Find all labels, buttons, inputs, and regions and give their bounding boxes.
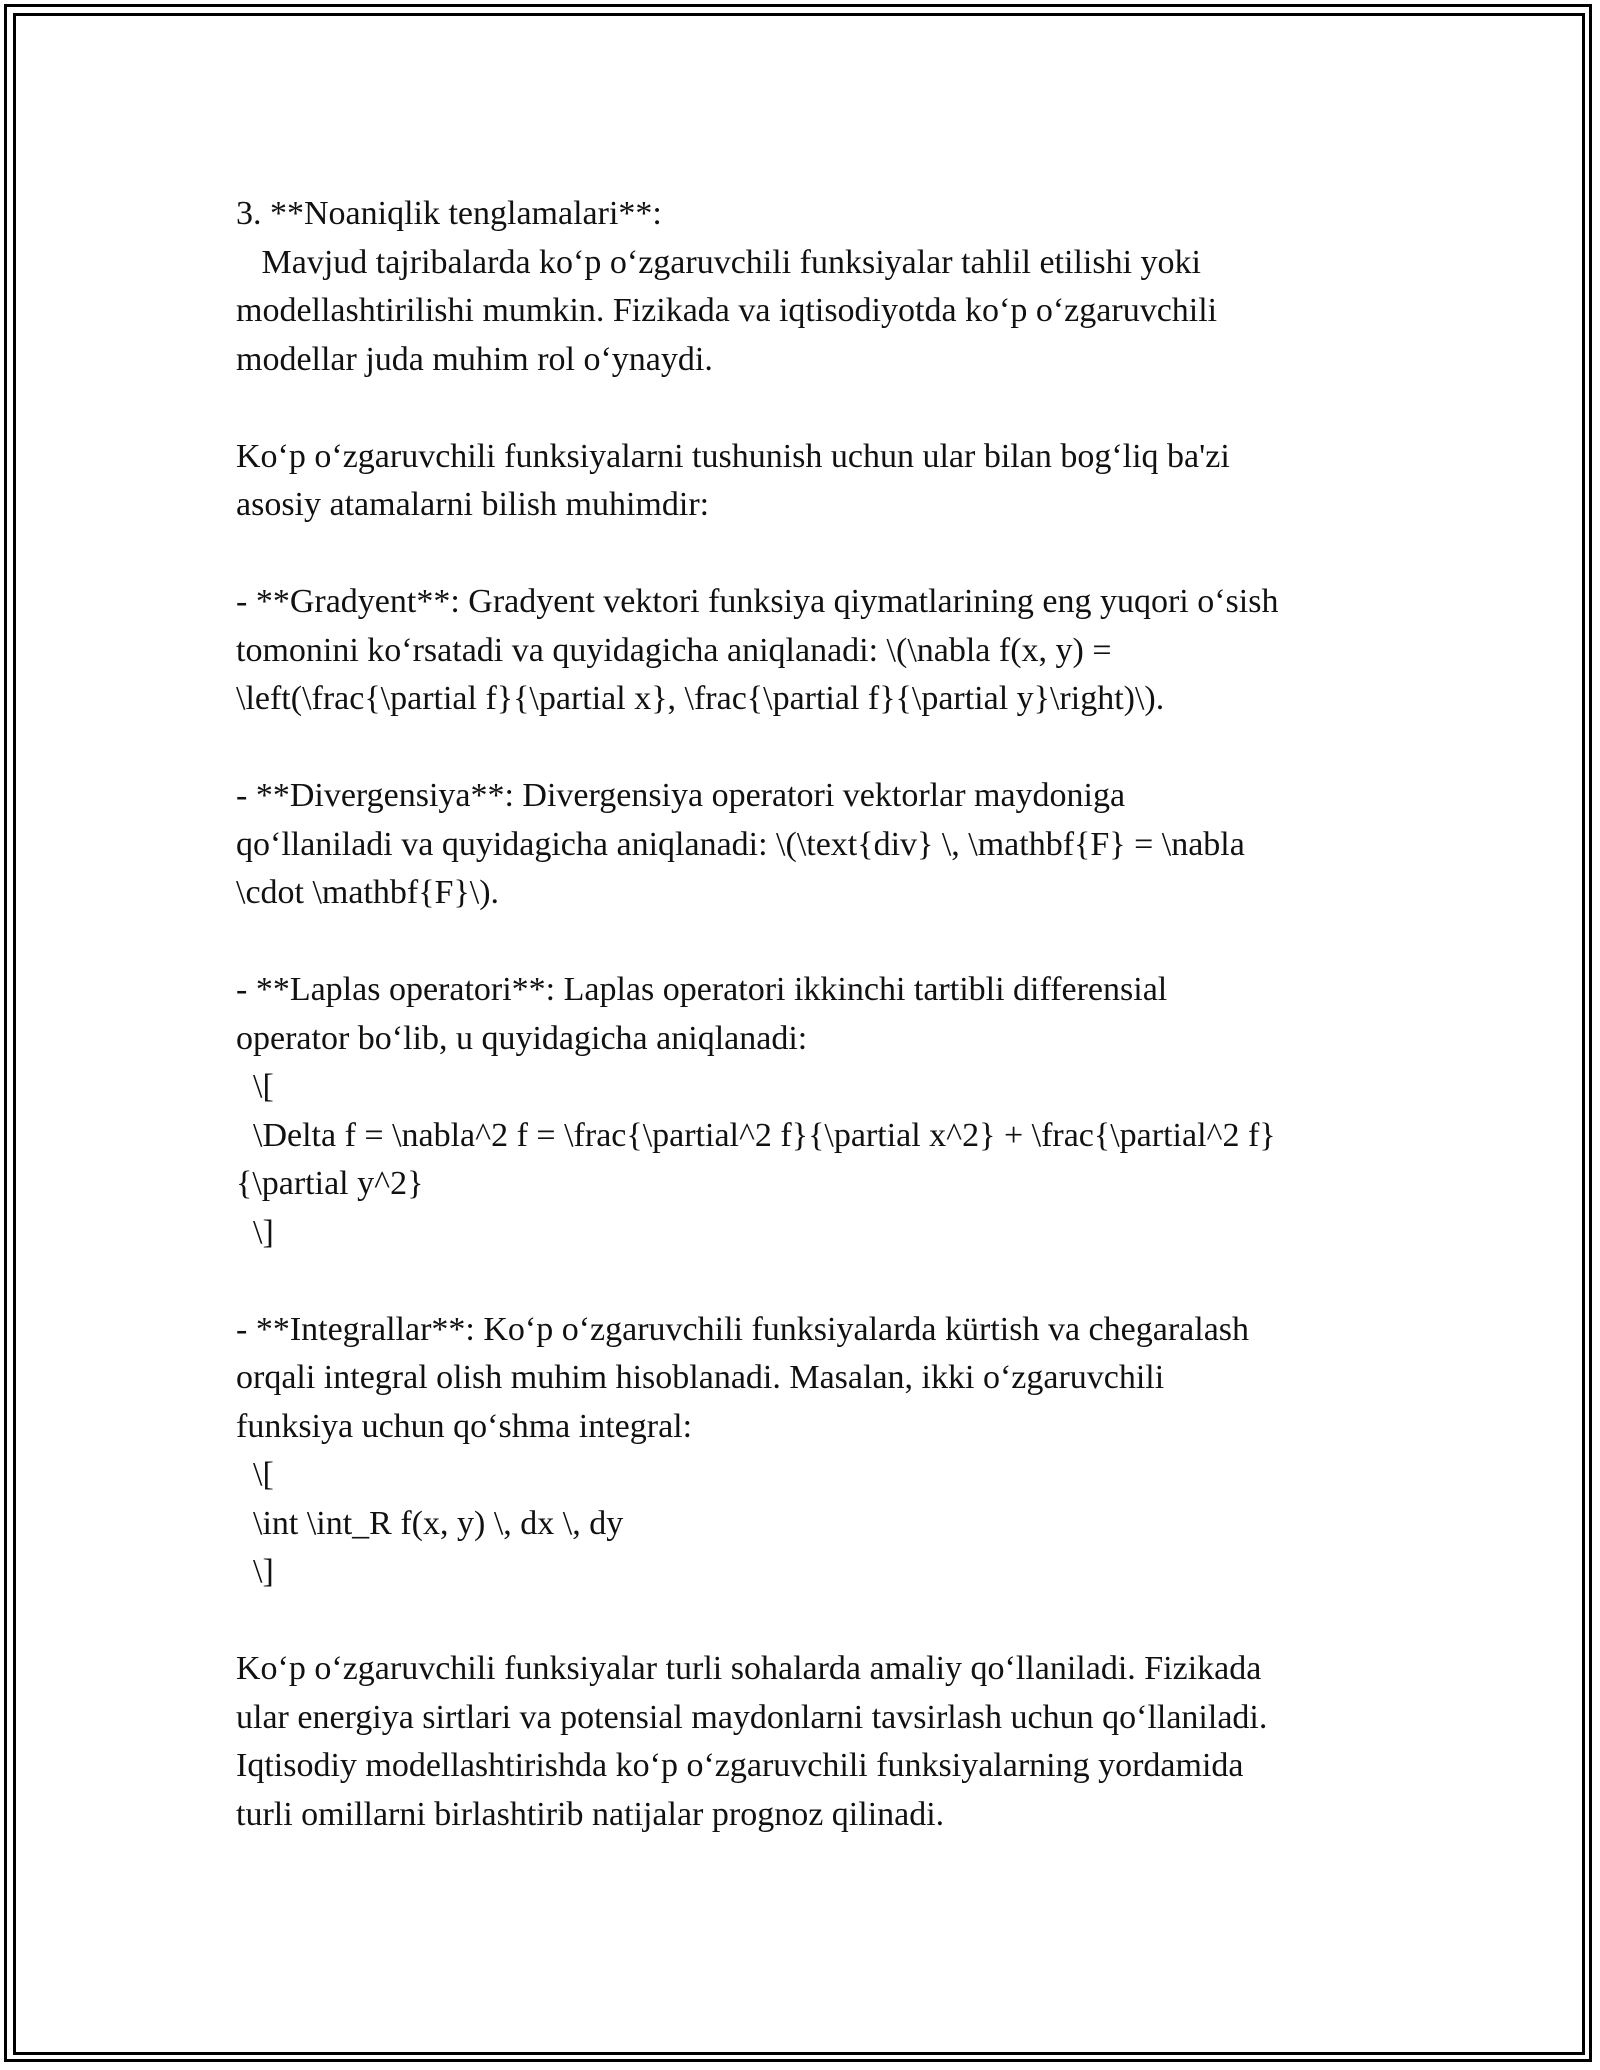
intro-paragraph — [236, 239, 1376, 385]
terms-intro-paragraph — [236, 433, 1376, 530]
paragraph-line: modellashtirilishi mumkin. Fizikada va iqtisodiyotda ko‘p o‘zgaruvchili — [236, 292, 1218, 329]
paragraph-line: \cdot \mathbf{F}\). — [236, 874, 500, 911]
paragraph-line: \left(\frac{\partial f}{\partial x}, \frac{\partial f}{\partial y}\right)\). — [236, 680, 1165, 717]
paragraph-line: modellar juda muhim rol o‘ynaydi. — [236, 340, 713, 378]
applications-paragraph — [236, 1645, 1376, 1839]
integral-item — [236, 1306, 1376, 1597]
formula-line: \] — [236, 1553, 274, 1590]
paragraph-line: qo‘llaniladi va quyidagicha aniqlanadi: \(\text{div} \, \mathbf{F} = \nabla — [236, 825, 1245, 863]
paragraph-spacer — [236, 384, 1376, 433]
paragraph-line: - **Laplas operatori**: Laplas operatori ikkinchi tartibli differensial — [236, 971, 1168, 1008]
formula-line: \] — [236, 1213, 274, 1251]
paragraph-spacer — [236, 1257, 1376, 1306]
paragraph-line: - **Gradyent**: Gradyent vektori funksiya qiymatlarining eng yuqori o‘sish — [236, 583, 1279, 620]
paragraph-spacer — [236, 918, 1376, 967]
laplace-item — [236, 966, 1376, 1257]
paragraph-spacer — [236, 530, 1376, 579]
paragraph-line: tomonini ko‘rsatadi va quyidagicha aniqlanadi: \(\nabla f(x, y) = — [236, 631, 1112, 669]
paragraph-line: turli omillarni birlashtirib natijalar prognoz qilinadi. — [236, 1795, 945, 1833]
formula-line: \[ — [236, 1456, 274, 1493]
paragraph-line: Mavjud tajribalarda ko‘p o‘zgaruvchili funksiyalar tahlil etilishi yoki — [236, 243, 1201, 281]
document-body — [236, 190, 1376, 1839]
formula-line: {\partial y^2} — [236, 1165, 424, 1202]
divergence-item — [236, 772, 1376, 918]
paragraph-line: asosiy atamalarni bilish muhimdir: — [236, 486, 710, 523]
paragraph-line: ular energiya sirtlari va potensial maydonlarni tavsirlash uchun qo‘llaniladi. — [236, 1698, 1268, 1736]
paragraph-spacer — [236, 1597, 1376, 1646]
formula-line: \int \int_R f(x, y) \, dx \, dy — [236, 1504, 624, 1542]
paragraph-line: - **Integrallar**: Ko‘p o‘zgaruvchili funksiyalarda kürtish va chegaralash — [236, 1310, 1250, 1348]
paragraph-line: orqali integral olish muhim hisoblanadi. Masalan, ikki o‘zgaruvchili — [236, 1359, 1165, 1396]
section-heading: 3. **Noaniqlik tenglamalari**: — [236, 195, 662, 232]
paragraph-line: Ko‘p o‘zgaruvchili funksiyalar turli sohalarda amaliy qo‘llaniladi. Fizikada — [236, 1650, 1262, 1687]
formula-line: \Delta f = \nabla^2 f = \frac{\partial^2 f}{\partial x^2} + \frac{\partial^2 f} — [236, 1116, 1276, 1154]
paragraph-spacer — [236, 724, 1376, 773]
paragraph-line: operator bo‘lib, u quyidagicha aniqlanadi: — [236, 1019, 808, 1057]
paragraph-line: Iqtisodiy modellashtirishda ko‘p o‘zgaruvchili funksiyalarning yordamida — [236, 1747, 1244, 1784]
paragraph-line: - **Divergensiya**: Divergensiya operatori vektorlar maydoniga — [236, 777, 1126, 814]
gradient-item — [236, 578, 1376, 724]
formula-line: \[ — [236, 1068, 274, 1105]
paragraph-line: funksiya uchun qo‘shma integral: — [236, 1407, 693, 1445]
paragraph-line: Ko‘p o‘zgaruvchili funksiyalarni tushunish uchun ular bilan bog‘liq ba'zi — [236, 437, 1230, 475]
